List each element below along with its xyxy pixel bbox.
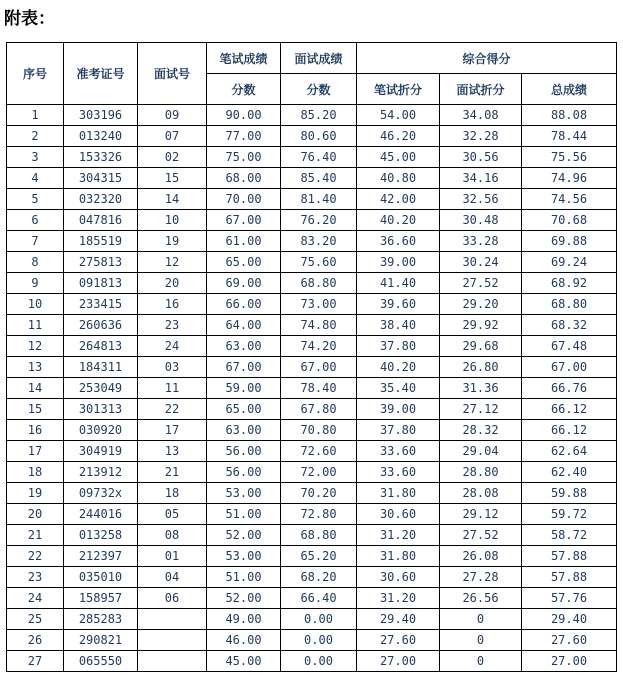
seq-cell: 21 [7, 525, 64, 546]
exam-id-cell: 158957 [64, 588, 138, 609]
interview-conv-cell: 26.08 [440, 546, 522, 567]
interview-no-cell: 19 [138, 231, 207, 252]
total-cell: 74.56 [522, 189, 617, 210]
written-conv-cell: 40.80 [357, 168, 440, 189]
written-conv-cell: 39.00 [357, 252, 440, 273]
header-total: 总成绩 [522, 74, 617, 105]
header-written: 笔试成绩 [207, 43, 281, 74]
interview-no-cell: 08 [138, 525, 207, 546]
interview-conv-cell: 30.56 [440, 147, 522, 168]
interview-score-cell: 72.80 [281, 504, 357, 525]
interview-no-cell: 15 [138, 168, 207, 189]
interview-score-cell: 65.20 [281, 546, 357, 567]
written-conv-cell: 33.60 [357, 462, 440, 483]
interview-score-cell: 70.80 [281, 420, 357, 441]
interview-conv-cell: 26.56 [440, 588, 522, 609]
interview-score-cell: 66.40 [281, 588, 357, 609]
exam-id-cell: 153326 [64, 147, 138, 168]
interview-score-cell: 83.20 [281, 231, 357, 252]
written-conv-cell: 39.00 [357, 399, 440, 420]
interview-no-cell: 16 [138, 294, 207, 315]
seq-cell: 11 [7, 315, 64, 336]
interview-conv-cell: 30.48 [440, 210, 522, 231]
written-score-cell: 52.00 [207, 525, 281, 546]
total-cell: 68.92 [522, 273, 617, 294]
written-conv-cell: 30.60 [357, 567, 440, 588]
header-row-top [7, 43, 617, 74]
interview-no-cell [138, 630, 207, 651]
interview-score-cell: 72.00 [281, 462, 357, 483]
exam-id-cell: 032320 [64, 189, 138, 210]
table-row [7, 546, 617, 567]
interview-conv-cell: 29.20 [440, 294, 522, 315]
table-row [7, 399, 617, 420]
seq-cell: 26 [7, 630, 64, 651]
interview-score-cell: 0.00 [281, 609, 357, 630]
header-interview-score: 分数 [281, 74, 357, 105]
interview-score-cell: 78.40 [281, 378, 357, 399]
interview-score-cell: 74.20 [281, 336, 357, 357]
total-cell: 67.48 [522, 336, 617, 357]
seq-cell: 24 [7, 588, 64, 609]
exam-id-cell: 035010 [64, 567, 138, 588]
written-score-cell: 77.00 [207, 126, 281, 147]
seq-cell: 20 [7, 504, 64, 525]
total-cell: 58.72 [522, 525, 617, 546]
table-row [7, 105, 617, 126]
written-score-cell: 69.00 [207, 273, 281, 294]
written-score-cell: 65.00 [207, 399, 281, 420]
seq-cell: 19 [7, 483, 64, 504]
written-conv-cell: 29.40 [357, 609, 440, 630]
written-conv-cell: 27.60 [357, 630, 440, 651]
interview-conv-cell: 32.56 [440, 189, 522, 210]
interview-score-cell: 74.80 [281, 315, 357, 336]
written-score-cell: 67.00 [207, 357, 281, 378]
table-row [7, 525, 617, 546]
interview-score-cell: 0.00 [281, 630, 357, 651]
interview-conv-cell: 28.80 [440, 462, 522, 483]
interview-no-cell: 05 [138, 504, 207, 525]
written-conv-cell: 27.00 [357, 651, 440, 672]
exam-id-cell: 304919 [64, 441, 138, 462]
interview-score-cell: 85.40 [281, 168, 357, 189]
seq-cell: 22 [7, 546, 64, 567]
total-cell: 68.32 [522, 315, 617, 336]
written-conv-cell: 46.20 [357, 126, 440, 147]
total-cell: 57.88 [522, 546, 617, 567]
exam-id-cell: 244016 [64, 504, 138, 525]
seq-cell: 12 [7, 336, 64, 357]
interview-conv-cell: 33.28 [440, 231, 522, 252]
exam-id-cell: 09732x [64, 483, 138, 504]
table-row [7, 651, 617, 672]
written-conv-cell: 31.80 [357, 546, 440, 567]
exam-id-cell: 213912 [64, 462, 138, 483]
table-row [7, 483, 617, 504]
table-row [7, 189, 617, 210]
header-seq: 序号 [7, 43, 64, 105]
seq-cell: 17 [7, 441, 64, 462]
interview-conv-cell: 0 [440, 630, 522, 651]
header-combined: 综合得分 [357, 43, 617, 74]
written-conv-cell: 42.00 [357, 189, 440, 210]
header-interview-no: 面试号 [138, 43, 207, 105]
written-conv-cell: 33.60 [357, 441, 440, 462]
exam-id-cell: 013258 [64, 525, 138, 546]
interview-score-cell: 72.60 [281, 441, 357, 462]
interview-no-cell: 12 [138, 252, 207, 273]
table-row [7, 147, 617, 168]
table-row [7, 420, 617, 441]
header-interview: 面试成绩 [281, 43, 357, 74]
exam-id-cell: 233415 [64, 294, 138, 315]
interview-no-cell: 06 [138, 588, 207, 609]
interview-conv-cell: 29.12 [440, 504, 522, 525]
interview-score-cell: 0.00 [281, 651, 357, 672]
table-row [7, 378, 617, 399]
written-conv-cell: 41.40 [357, 273, 440, 294]
exam-id-cell: 013240 [64, 126, 138, 147]
seq-cell: 3 [7, 147, 64, 168]
total-cell: 66.76 [522, 378, 617, 399]
total-cell: 67.00 [522, 357, 617, 378]
interview-score-cell: 68.80 [281, 273, 357, 294]
written-score-cell: 52.00 [207, 588, 281, 609]
seq-cell: 18 [7, 462, 64, 483]
interview-no-cell: 02 [138, 147, 207, 168]
table-row [7, 210, 617, 231]
total-cell: 57.88 [522, 567, 617, 588]
written-score-cell: 70.00 [207, 189, 281, 210]
written-score-cell: 66.00 [207, 294, 281, 315]
interview-conv-cell: 28.08 [440, 483, 522, 504]
header-written-conv: 笔试折分 [357, 74, 440, 105]
written-conv-cell: 31.80 [357, 483, 440, 504]
table-row [7, 168, 617, 189]
interview-conv-cell: 28.32 [440, 420, 522, 441]
written-score-cell: 56.00 [207, 441, 281, 462]
interview-conv-cell: 26.80 [440, 357, 522, 378]
written-score-cell: 56.00 [207, 462, 281, 483]
exam-id-cell: 030920 [64, 420, 138, 441]
interview-no-cell: 21 [138, 462, 207, 483]
written-conv-cell: 40.20 [357, 210, 440, 231]
table-row [7, 231, 617, 252]
interview-score-cell: 73.00 [281, 294, 357, 315]
total-cell: 69.88 [522, 231, 617, 252]
interview-score-cell: 76.40 [281, 147, 357, 168]
table-row [7, 126, 617, 147]
exam-id-cell: 260636 [64, 315, 138, 336]
seq-cell: 23 [7, 567, 64, 588]
interview-no-cell: 07 [138, 126, 207, 147]
written-score-cell: 53.00 [207, 483, 281, 504]
interview-conv-cell: 27.52 [440, 273, 522, 294]
written-conv-cell: 37.80 [357, 420, 440, 441]
interview-no-cell: 17 [138, 420, 207, 441]
interview-no-cell: 20 [138, 273, 207, 294]
interview-no-cell: 10 [138, 210, 207, 231]
seq-cell: 1 [7, 105, 64, 126]
exam-id-cell: 285283 [64, 609, 138, 630]
interview-conv-cell: 29.04 [440, 441, 522, 462]
exam-id-cell: 184311 [64, 357, 138, 378]
table-row [7, 273, 617, 294]
written-score-cell: 51.00 [207, 567, 281, 588]
seq-cell: 6 [7, 210, 64, 231]
seq-cell: 13 [7, 357, 64, 378]
interview-conv-cell: 0 [440, 651, 522, 672]
table-row [7, 504, 617, 525]
table-row [7, 294, 617, 315]
interview-score-cell: 85.20 [281, 105, 357, 126]
interview-conv-cell: 27.52 [440, 525, 522, 546]
exam-id-cell: 091813 [64, 273, 138, 294]
interview-no-cell: 18 [138, 483, 207, 504]
table-row [7, 336, 617, 357]
written-score-cell: 90.00 [207, 105, 281, 126]
total-cell: 70.68 [522, 210, 617, 231]
interview-no-cell: 13 [138, 441, 207, 462]
header-exam-id: 准考证号 [64, 43, 138, 105]
total-cell: 27.00 [522, 651, 617, 672]
interview-score-cell: 68.80 [281, 525, 357, 546]
written-conv-cell: 54.00 [357, 105, 440, 126]
exam-id-cell: 047816 [64, 210, 138, 231]
interview-conv-cell: 31.36 [440, 378, 522, 399]
written-score-cell: 61.00 [207, 231, 281, 252]
written-score-cell: 65.00 [207, 252, 281, 273]
interview-conv-cell: 29.68 [440, 336, 522, 357]
total-cell: 75.56 [522, 147, 617, 168]
total-cell: 66.12 [522, 399, 617, 420]
exam-id-cell: 212397 [64, 546, 138, 567]
total-cell: 27.60 [522, 630, 617, 651]
header-written-score: 分数 [207, 74, 281, 105]
interview-no-cell: 09 [138, 105, 207, 126]
written-score-cell: 51.00 [207, 504, 281, 525]
total-cell: 69.24 [522, 252, 617, 273]
seq-cell: 7 [7, 231, 64, 252]
seq-cell: 14 [7, 378, 64, 399]
written-conv-cell: 45.00 [357, 147, 440, 168]
interview-conv-cell: 27.12 [440, 399, 522, 420]
written-score-cell: 49.00 [207, 609, 281, 630]
written-score-cell: 75.00 [207, 147, 281, 168]
written-score-cell: 67.00 [207, 210, 281, 231]
interview-no-cell: 24 [138, 336, 207, 357]
table-row [7, 315, 617, 336]
total-cell: 88.08 [522, 105, 617, 126]
interview-conv-cell: 27.28 [440, 567, 522, 588]
interview-score-cell: 76.20 [281, 210, 357, 231]
header-interview-conv: 面试折分 [440, 74, 522, 105]
interview-no-cell [138, 609, 207, 630]
written-score-cell: 53.00 [207, 546, 281, 567]
interview-no-cell [138, 651, 207, 672]
interview-score-cell: 70.20 [281, 483, 357, 504]
written-conv-cell: 31.20 [357, 588, 440, 609]
exam-id-cell: 301313 [64, 399, 138, 420]
total-cell: 78.44 [522, 126, 617, 147]
written-score-cell: 64.00 [207, 315, 281, 336]
seq-cell: 16 [7, 420, 64, 441]
table-row [7, 609, 617, 630]
seq-cell: 8 [7, 252, 64, 273]
interview-no-cell: 11 [138, 378, 207, 399]
interview-no-cell: 14 [138, 189, 207, 210]
seq-cell: 27 [7, 651, 64, 672]
page-title: 附表： [4, 9, 55, 29]
table-row [7, 357, 617, 378]
seq-cell: 4 [7, 168, 64, 189]
interview-no-cell: 23 [138, 315, 207, 336]
total-cell: 57.76 [522, 588, 617, 609]
interview-score-cell: 80.60 [281, 126, 357, 147]
written-conv-cell: 30.60 [357, 504, 440, 525]
seq-cell: 5 [7, 189, 64, 210]
written-score-cell: 63.00 [207, 336, 281, 357]
written-conv-cell: 37.80 [357, 336, 440, 357]
interview-no-cell: 22 [138, 399, 207, 420]
table-row [7, 252, 617, 273]
written-conv-cell: 38.40 [357, 315, 440, 336]
total-cell: 74.96 [522, 168, 617, 189]
interview-score-cell: 67.80 [281, 399, 357, 420]
seq-cell: 25 [7, 609, 64, 630]
exam-id-cell: 264813 [64, 336, 138, 357]
interview-no-cell: 01 [138, 546, 207, 567]
written-score-cell: 68.00 [207, 168, 281, 189]
written-conv-cell: 39.60 [357, 294, 440, 315]
exam-id-cell: 275813 [64, 252, 138, 273]
exam-id-cell: 185519 [64, 231, 138, 252]
total-cell: 59.88 [522, 483, 617, 504]
interview-conv-cell: 30.24 [440, 252, 522, 273]
interview-conv-cell: 0 [440, 609, 522, 630]
written-score-cell: 59.00 [207, 378, 281, 399]
seq-cell: 2 [7, 126, 64, 147]
total-cell: 62.40 [522, 462, 617, 483]
table-row [7, 630, 617, 651]
table-row [7, 441, 617, 462]
exam-id-cell: 065550 [64, 651, 138, 672]
interview-score-cell: 75.60 [281, 252, 357, 273]
interview-conv-cell: 34.08 [440, 105, 522, 126]
seq-cell: 10 [7, 294, 64, 315]
written-conv-cell: 40.20 [357, 357, 440, 378]
written-score-cell: 63.00 [207, 420, 281, 441]
exam-id-cell: 253049 [64, 378, 138, 399]
seq-cell: 9 [7, 273, 64, 294]
seq-cell: 15 [7, 399, 64, 420]
score-table [6, 42, 617, 672]
written-conv-cell: 31.20 [357, 525, 440, 546]
table-row [7, 462, 617, 483]
written-score-cell: 45.00 [207, 651, 281, 672]
exam-id-cell: 304315 [64, 168, 138, 189]
table-body [7, 105, 617, 672]
interview-conv-cell: 32.28 [440, 126, 522, 147]
interview-no-cell: 03 [138, 357, 207, 378]
total-cell: 29.40 [522, 609, 617, 630]
interview-conv-cell: 29.92 [440, 315, 522, 336]
total-cell: 59.72 [522, 504, 617, 525]
interview-no-cell: 04 [138, 567, 207, 588]
exam-id-cell: 290821 [64, 630, 138, 651]
interview-score-cell: 67.00 [281, 357, 357, 378]
total-cell: 66.12 [522, 420, 617, 441]
written-score-cell: 46.00 [207, 630, 281, 651]
interview-score-cell: 81.40 [281, 189, 357, 210]
interview-conv-cell: 34.16 [440, 168, 522, 189]
interview-score-cell: 68.20 [281, 567, 357, 588]
exam-id-cell: 303196 [64, 105, 138, 126]
table-row [7, 588, 617, 609]
written-conv-cell: 36.60 [357, 231, 440, 252]
total-cell: 62.64 [522, 441, 617, 462]
written-conv-cell: 35.40 [357, 378, 440, 399]
total-cell: 68.80 [522, 294, 617, 315]
table-row [7, 567, 617, 588]
